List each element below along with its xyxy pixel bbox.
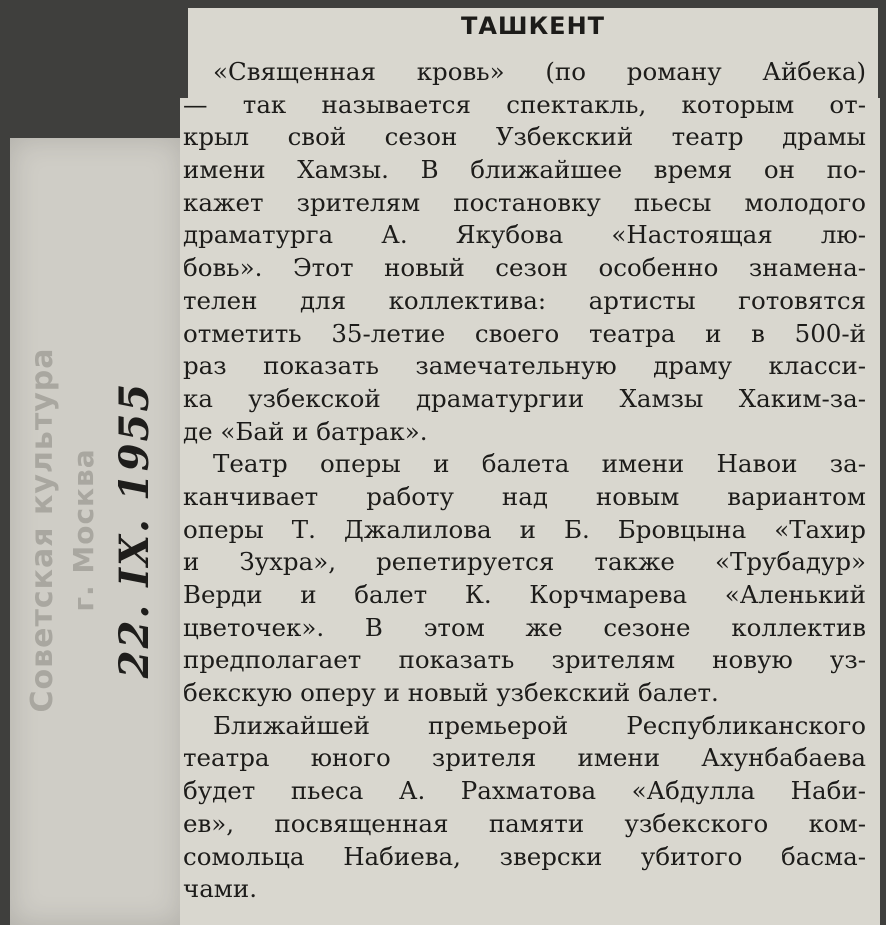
article-line: Театр оперы и балета имени Навои за- [213, 449, 866, 479]
article-line: отметить 35-летие своего театра и в 500-й [183, 318, 866, 348]
article-line: раз показать замечательную драму класси- [183, 351, 866, 381]
article-line: кажет зрителям постановку пьесы молодого [183, 187, 866, 217]
article-line: будет пьеса А. Рахматова «Абдулла Наби- [183, 776, 866, 806]
article-line: «Священная кровь» (по роману Айбека) [213, 57, 866, 86]
article-body [183, 56, 866, 906]
article-line: крыл свой сезон Узбекский театр драмы [183, 122, 866, 152]
article-line: ка узбекской драматургии Хамзы Хаким-за- [183, 383, 866, 413]
article-line: де «Бай и батрак». [183, 416, 428, 446]
article-line: сомольца Набиева, зверски убитого басма- [183, 841, 866, 871]
article-line: и Зухра», репетируется также «Трубадур» [183, 547, 866, 577]
stamp-newspaper-name: Советская культура [25, 347, 60, 713]
article-line: канчивает работу над новым вариантом [183, 481, 866, 511]
article-line: телен для коллектива: артисты готовятся [183, 285, 866, 315]
handwritten-date: 22. IX. 1955 [111, 381, 158, 679]
article-line: цветочек». В этом же сезоне коллектив [183, 612, 866, 642]
article-line: ев», посвященная памяти узбекского ком- [183, 808, 866, 838]
article-line: бекскую оперу и новый узбекский балет. [183, 678, 719, 708]
article-line: Ближайшей премьерой Республиканского [213, 710, 866, 740]
article-title: ТАШКЕНТ [460, 12, 606, 40]
article-line: театра юного зрителя имени Ахунбабаева [183, 743, 866, 773]
article-line: бовь». Этот новый сезон особенно знамена- [183, 253, 866, 283]
article-line: предполагает показать зрителям новую уз- [183, 645, 866, 675]
stamp-city: г. Москва [67, 448, 100, 612]
article-line: оперы Т. Джалилова и Б. Бровцына «Тахир [183, 514, 866, 544]
article-line: — так называется спектакль, которым от- [183, 89, 866, 119]
article-line: чами. [183, 874, 257, 904]
article-line: драматурга А. Якубова «Настоящая лю- [183, 220, 866, 250]
article-line: имени Хамзы. В ближайшее время он по- [183, 155, 866, 185]
article-line: Верди и балет К. Корчмарева «Аленький [183, 580, 866, 609]
